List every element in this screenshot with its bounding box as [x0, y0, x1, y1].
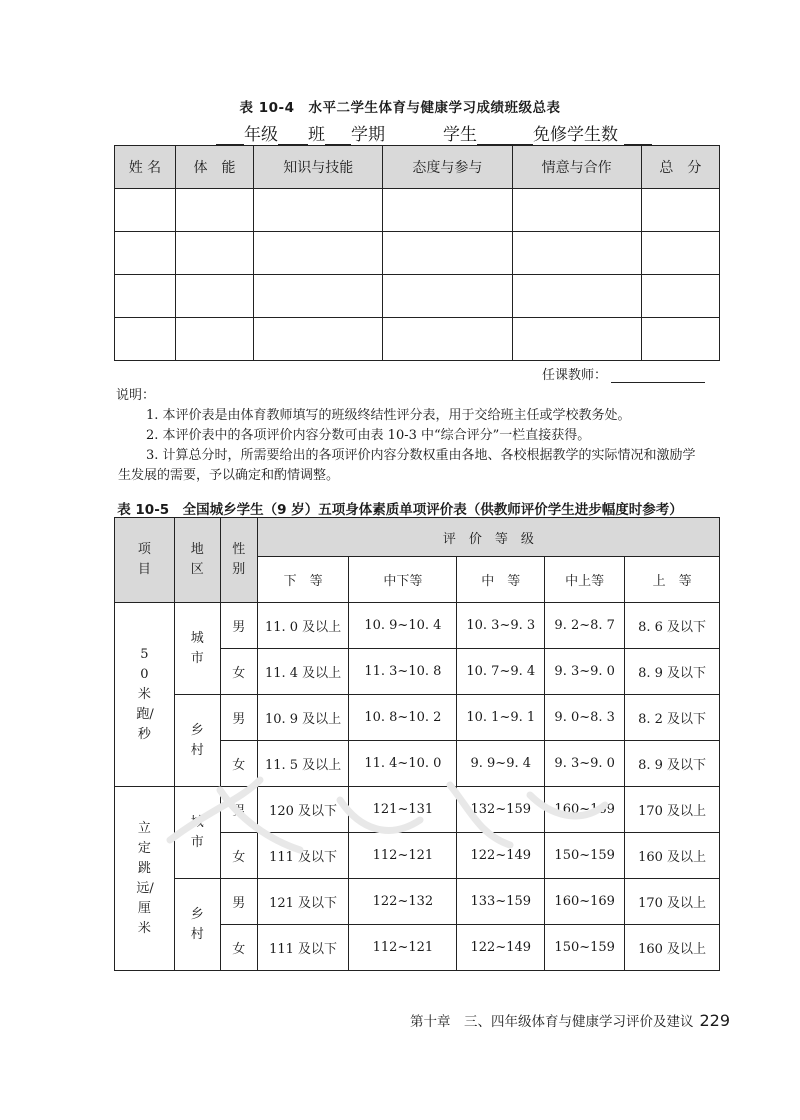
value-cell: 9. 2~8. 7: [545, 603, 625, 649]
value-cell: 120 及以下: [257, 787, 349, 833]
header-evaluation-level: 评 价 等 级: [257, 518, 719, 557]
value-cell: 150~159: [545, 925, 625, 971]
header-total: 总 分: [641, 146, 719, 189]
class-label: 班: [308, 125, 325, 145]
table-row: [115, 275, 720, 318]
chapter-title: 第十章 三、四年级体育与健康学习评价及建议: [410, 1014, 694, 1030]
header-attitude: 态度与参与: [383, 146, 512, 189]
empty-cell[interactable]: [254, 232, 383, 275]
empty-cell[interactable]: [383, 275, 512, 318]
students-label: 学生: [443, 125, 477, 145]
header-level: 中 等: [457, 557, 545, 603]
empty-cell[interactable]: [641, 275, 719, 318]
header-knowledge: 知识与技能: [254, 146, 383, 189]
class-score-table: [114, 145, 720, 361]
empty-cell[interactable]: [512, 275, 641, 318]
header-gender: 性别: [220, 518, 257, 603]
header-level: 上 等: [625, 557, 720, 603]
empty-cell[interactable]: [115, 232, 176, 275]
gender-cell: 女: [220, 925, 257, 971]
value-cell: 160~169: [545, 879, 625, 925]
value-cell: 10. 7~9. 4: [457, 649, 545, 695]
table-row: [115, 318, 720, 361]
exempt-blank[interactable]: [624, 127, 652, 145]
header-level: 下 等: [257, 557, 349, 603]
page-footer: [410, 1010, 730, 1030]
empty-cell[interactable]: [175, 275, 253, 318]
value-cell: 8. 6 及以下: [625, 603, 720, 649]
region-cell: 乡村: [174, 695, 220, 787]
table-header-row: [115, 518, 720, 557]
gender-cell: 女: [220, 833, 257, 879]
value-cell: 11. 0 及以上: [257, 603, 349, 649]
header-item: 项目: [115, 518, 175, 603]
empty-cell[interactable]: [512, 318, 641, 361]
note-item: 2. 本评价表中的各项评价内容分数可由表 10-3 中“综合评分”一栏直接获得。: [146, 428, 591, 443]
value-cell: 133~159: [457, 879, 545, 925]
teacher-signature-line[interactable]: [611, 368, 705, 383]
header-level: 中上等: [545, 557, 625, 603]
value-cell: 11. 4 及以上: [257, 649, 349, 695]
value-cell: 10. 8~10. 2: [349, 695, 457, 741]
empty-cell[interactable]: [383, 232, 512, 275]
table-header-row: [115, 146, 720, 189]
header-level: 中下等: [349, 557, 457, 603]
empty-cell[interactable]: [641, 232, 719, 275]
value-cell: 11. 3~10. 8: [349, 649, 457, 695]
value-cell: 10. 9 及以上: [257, 695, 349, 741]
empty-cell[interactable]: [641, 189, 719, 232]
gender-cell: 男: [220, 879, 257, 925]
value-cell: 170 及以上: [625, 879, 720, 925]
fitness-evaluation-table: [114, 517, 720, 971]
region-cell: 城市: [174, 603, 220, 695]
value-cell: 10. 1~9. 1: [457, 695, 545, 741]
watermark-brush-strokes: [150, 770, 620, 860]
teacher-signature: [542, 364, 705, 383]
table-row: [115, 695, 720, 741]
value-cell: 122~149: [457, 833, 545, 879]
note-item: 3. 计算总分时，所需要给出的各项评价内容分数权重由各地、各校根据教学的实际情况和激励学: [146, 448, 696, 463]
header-name: 姓 名: [115, 146, 176, 189]
value-cell: 9. 0~8. 3: [545, 695, 625, 741]
region-cell: 城市: [174, 787, 220, 879]
value-cell: 11. 4~10. 0: [349, 741, 457, 787]
value-cell: 9. 3~9. 0: [545, 649, 625, 695]
header-region: 地区: [174, 518, 220, 603]
value-cell: 112~121: [349, 833, 457, 879]
gender-cell: 女: [220, 649, 257, 695]
gender-cell: 女: [220, 741, 257, 787]
term-label: 学期: [351, 125, 385, 145]
value-cell: 10. 9~10. 4: [349, 603, 457, 649]
value-cell: 160~169: [545, 787, 625, 833]
gender-cell: 男: [220, 695, 257, 741]
gender-cell: 男: [220, 787, 257, 833]
empty-cell[interactable]: [115, 189, 176, 232]
empty-cell[interactable]: [175, 318, 253, 361]
empty-cell[interactable]: [512, 232, 641, 275]
value-cell: 8. 2 及以下: [625, 695, 720, 741]
term-blank[interactable]: [325, 127, 351, 145]
empty-cell[interactable]: [115, 318, 176, 361]
empty-cell[interactable]: [512, 189, 641, 232]
value-cell: 11. 5 及以上: [257, 741, 349, 787]
class-info-line: [216, 120, 652, 145]
empty-cell[interactable]: [254, 275, 383, 318]
value-cell: 9. 3~9. 0: [545, 741, 625, 787]
region-cell: 乡村: [174, 879, 220, 971]
empty-cell[interactable]: [383, 189, 512, 232]
empty-cell[interactable]: [383, 318, 512, 361]
item-cell: 50米跑/秒: [115, 603, 175, 787]
class-blank[interactable]: [278, 127, 308, 145]
empty-cell[interactable]: [254, 189, 383, 232]
value-cell: 9. 9~9. 4: [457, 741, 545, 787]
value-cell: 111 及以下: [257, 925, 349, 971]
table-row: [115, 879, 720, 925]
empty-cell[interactable]: [254, 318, 383, 361]
header-fitness: 体 能: [175, 146, 253, 189]
empty-cell[interactable]: [175, 232, 253, 275]
notes-heading: 说明：: [116, 388, 156, 403]
value-cell: 132~159: [457, 787, 545, 833]
value-cell: 8. 9 及以下: [625, 649, 720, 695]
value-cell: 112~121: [349, 925, 457, 971]
students-blank[interactable]: [477, 127, 533, 145]
value-cell: 8. 9 及以下: [625, 741, 720, 787]
empty-cell[interactable]: [175, 189, 253, 232]
value-cell: 160 及以上: [625, 833, 720, 879]
gender-cell: 男: [220, 603, 257, 649]
header-emotion: 情意与合作: [512, 146, 641, 189]
empty-cell[interactable]: [641, 318, 719, 361]
value-cell: 122~149: [457, 925, 545, 971]
table-row: [115, 232, 720, 275]
note-item: 生发展的需要，予以确定和酌情调整。: [118, 468, 340, 483]
value-cell: 121 及以下: [257, 879, 349, 925]
grade-label: 年级: [244, 125, 278, 145]
value-cell: 170 及以上: [625, 787, 720, 833]
table-10-5-title: 表 10-5 全国城乡学生（9 岁）五项身体素质单项评价表（供教师评价学生进步幅度时参考）: [117, 502, 683, 518]
value-cell: 150~159: [545, 833, 625, 879]
value-cell: 122~132: [349, 879, 457, 925]
table-10-4-title: 表 10-4 水平二学生体育与健康学习成绩班级总表: [239, 100, 561, 116]
value-cell: 160 及以上: [625, 925, 720, 971]
exempt-label: 免修学生数: [533, 125, 618, 145]
value-cell: 111 及以下: [257, 833, 349, 879]
page-number: 229: [699, 1011, 731, 1030]
table-row: [115, 189, 720, 232]
grade-blank[interactable]: [216, 127, 244, 145]
teacher-label: 任课教师：: [542, 368, 608, 383]
value-cell: 121~131: [349, 787, 457, 833]
table-row: [115, 603, 720, 649]
value-cell: 10. 3~9. 3: [457, 603, 545, 649]
item-cell: 立定跳远/厘米: [115, 787, 175, 971]
note-item: 1. 本评价表是由体育教师填写的班级终结性评分表，用于交给班主任或学校教务处。: [146, 408, 631, 423]
empty-cell[interactable]: [115, 275, 176, 318]
